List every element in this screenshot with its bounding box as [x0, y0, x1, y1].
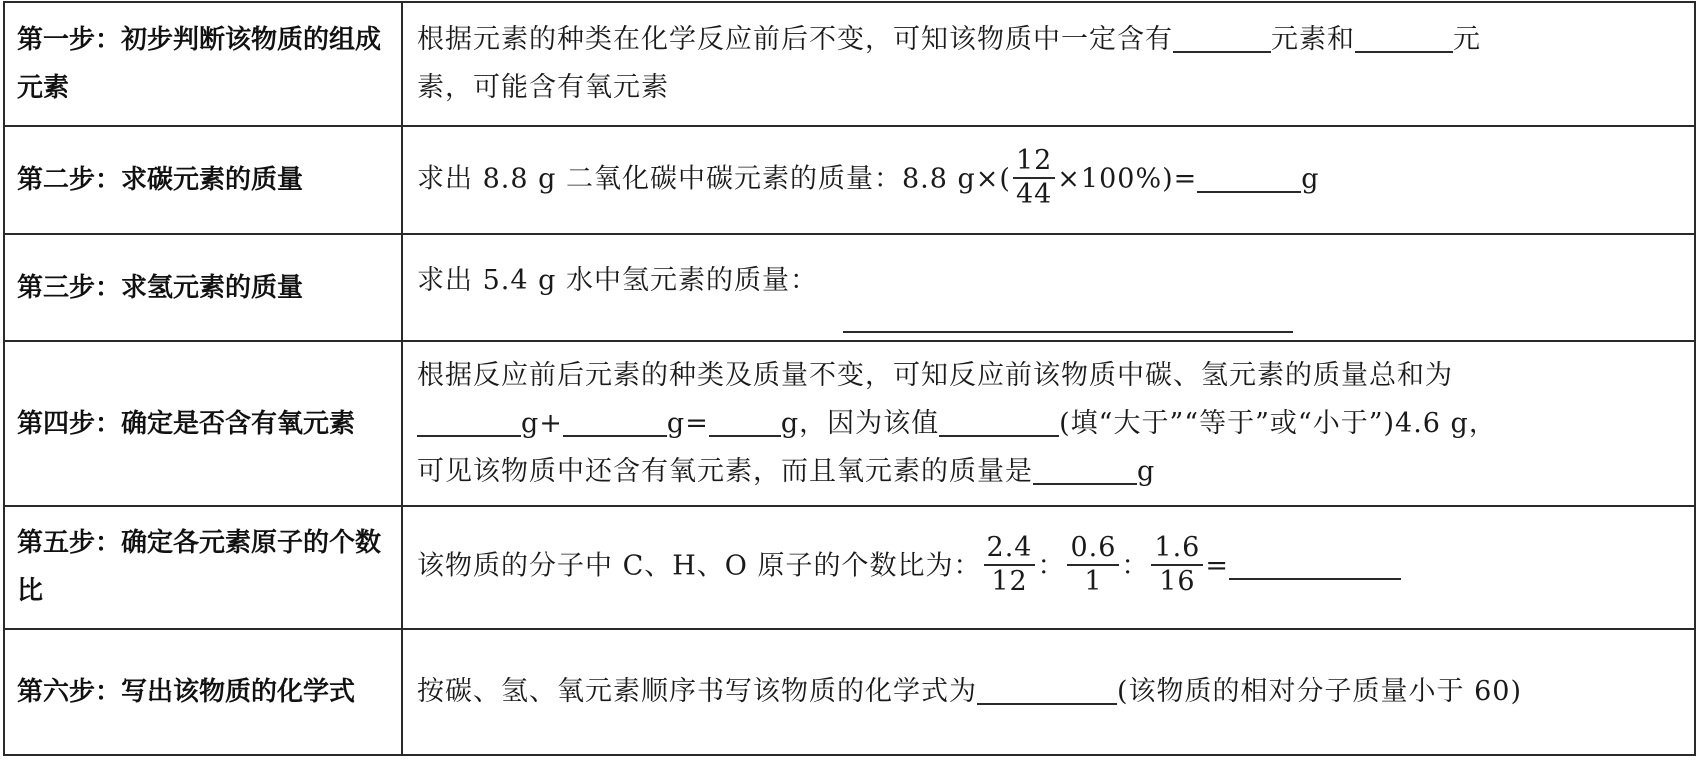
answer-blank[interactable] [709, 405, 781, 437]
step-content [402, 2, 1695, 126]
steps-table [3, 1, 1696, 756]
fraction-numerator: 2.4 [984, 532, 1036, 566]
content-text: g+ [521, 407, 563, 439]
step-label: 第二步：求碳元素的质量 [4, 126, 402, 234]
content-text: 元 [1453, 23, 1481, 55]
content-text: 根据反应前后元素的种类及质量不变，可知反应前该物质中碳、氢元素的质量总和为 [417, 359, 1453, 391]
content-text: g，因为该值 [780, 407, 940, 439]
content-text: g= [666, 407, 709, 439]
answer-blank[interactable] [843, 305, 1293, 333]
table-row [4, 629, 1695, 755]
step-content [402, 341, 1695, 506]
step-label: 第三步：求氢元素的质量 [4, 234, 402, 341]
fraction-numerator: 12 [1013, 145, 1055, 179]
content-text: g [1137, 455, 1156, 487]
answer-blank[interactable] [1033, 453, 1137, 485]
table-row [4, 2, 1695, 126]
fraction [1013, 145, 1055, 211]
answer-blank[interactable] [563, 405, 667, 437]
fraction-denominator: 12 [991, 566, 1028, 598]
answer-blank[interactable] [1355, 21, 1453, 53]
step-content [402, 506, 1695, 629]
content-text: 按碳、氢、氧元素顺序书写该物质的化学式为 [417, 675, 977, 707]
step-label: 第一步：初步判断该物质的组成元素 [4, 2, 402, 126]
step-label: 第五步：确定各元素原子的个数比 [4, 506, 402, 629]
content-text: ×100%)= [1057, 163, 1198, 195]
ratio-separator: ： [1037, 550, 1066, 582]
answer-blank[interactable] [1173, 21, 1271, 53]
content-text: (该物质的相对分子质量小于 60) [1117, 675, 1523, 707]
fraction-numerator: 1.6 [1151, 532, 1203, 566]
answer-blank[interactable] [1229, 548, 1401, 580]
fraction-numerator: 0.6 [1067, 532, 1119, 566]
ratio-separator: ： [1121, 550, 1150, 582]
fraction-denominator: 44 [1015, 179, 1053, 210]
content-text: (填“大于”“等于”或“小于”)4.6 g， [1059, 407, 1497, 439]
content-text: 该物质的分子中 C、H、O 原子的个数比为： [417, 550, 982, 582]
content-text: 元素和 [1271, 23, 1355, 55]
answer-blank[interactable] [417, 405, 521, 437]
step-content [402, 234, 1695, 341]
step-label: 第六步：写出该物质的化学式 [4, 629, 402, 755]
step-label: 第四步：确定是否含有氧元素 [4, 341, 402, 506]
content-text: = [1205, 550, 1229, 582]
content-text: 根据元素的种类在化学反应前后不变，可知该物质中一定含有 [417, 23, 1173, 55]
content-text: 求出 8.8 g 二氧化碳中碳元素的质量：8.8 g×( [417, 163, 1011, 195]
fraction-denominator: 16 [1159, 566, 1196, 598]
content-text: g [1301, 163, 1320, 195]
content-text: 可见该物质中还含有氧元素，而且氧元素的质量是 [417, 455, 1033, 487]
table-row [4, 126, 1695, 234]
content-text: 求出 5.4 g 水中氢元素的质量： [417, 265, 818, 297]
content-text: 素，可能含有氧元素 [417, 71, 669, 103]
step-content [402, 126, 1695, 234]
step-content [402, 629, 1695, 755]
answer-blank[interactable] [977, 673, 1117, 705]
answer-blank[interactable] [1197, 161, 1301, 193]
table-row [4, 234, 1695, 341]
table-row [4, 506, 1695, 629]
answer-blank[interactable] [939, 405, 1059, 437]
fraction [984, 532, 1036, 598]
fraction-denominator: 1 [1084, 566, 1103, 598]
fraction [1067, 532, 1119, 598]
table-row [4, 341, 1695, 506]
fraction [1151, 532, 1203, 598]
